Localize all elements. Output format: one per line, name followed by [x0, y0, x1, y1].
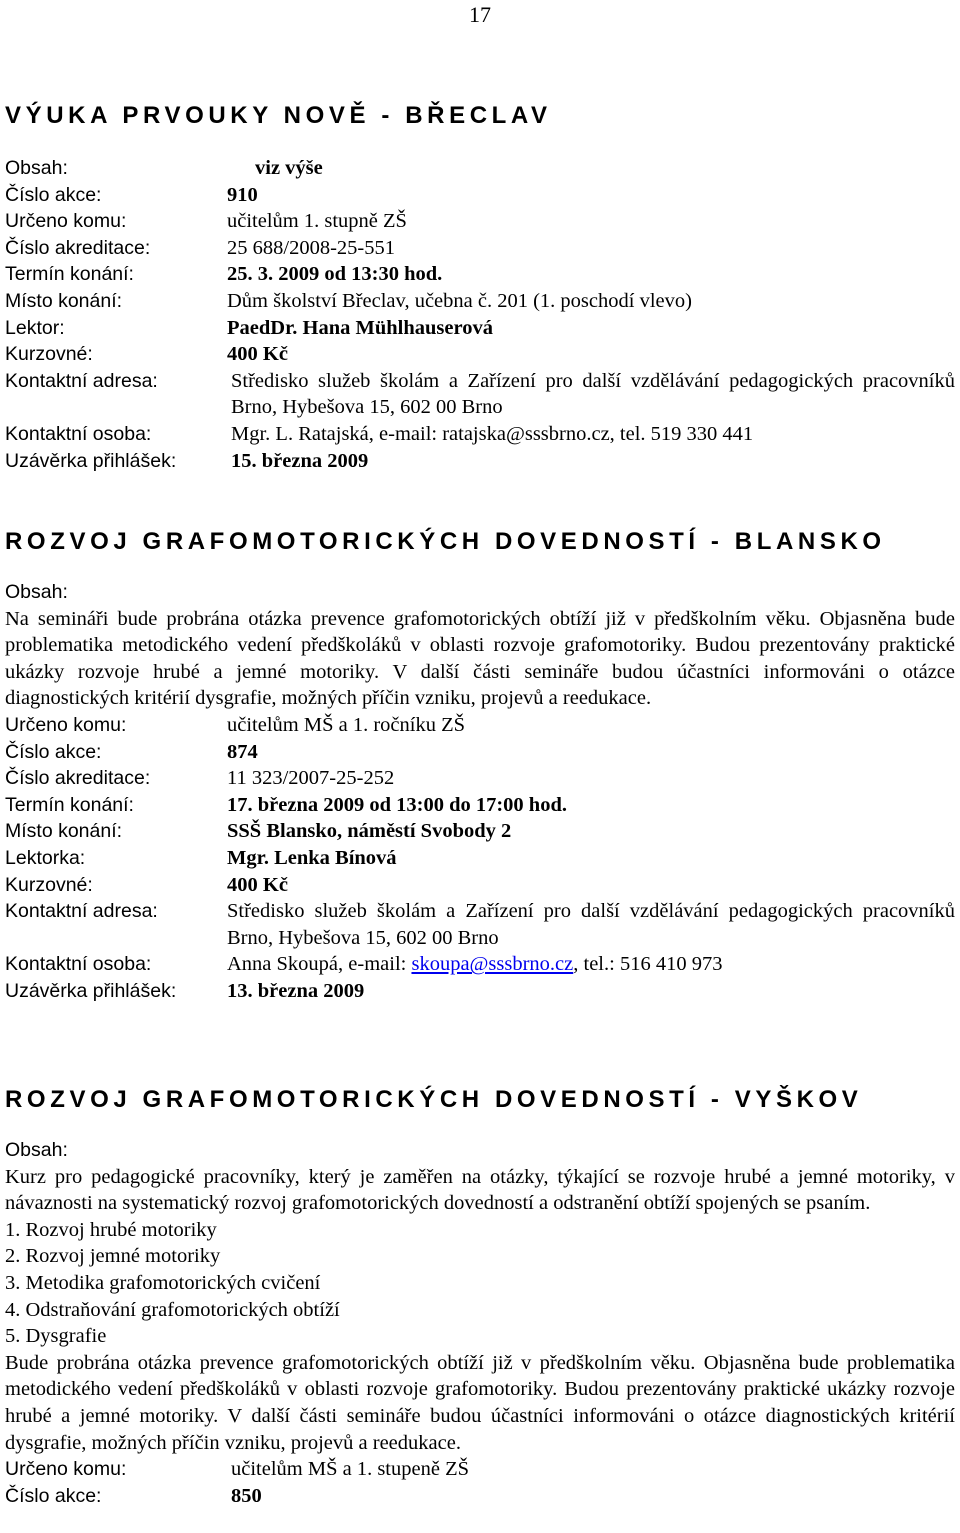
deadline-row [5, 978, 955, 1005]
section-heading: ROZVOJ GRAFOMOTORICKÝCH DOVEDNOSTÍ - VYŠKOV [5, 1086, 863, 1113]
course-section-vyskov [5, 1085, 955, 1509]
detail-value: 17. března 2009 od 13:00 do 17:00 hod. [227, 793, 567, 816]
detail-row [5, 261, 955, 288]
detail-row [5, 739, 955, 766]
detail-value: učitelům MŠ a 1. ročníku ZŠ [227, 713, 466, 736]
detail-row [5, 341, 955, 368]
detail-label: Lektor: [5, 316, 65, 339]
list-item: 1. Rozvoj hrubé motoriky [5, 1218, 217, 1241]
section-heading: VÝUKA PRVOUKY NOVĚ - BŘECLAV [5, 102, 552, 129]
deadline-value: 13. března 2009 [227, 979, 365, 1002]
course-details [5, 712, 955, 898]
detail-label: Místo konání: [5, 289, 123, 312]
deadline-row [5, 448, 955, 475]
detail-label: Termín konání: [5, 793, 134, 816]
content-text: Na semináři bude probrána otázka prevence grafomotorických obtíží již v předškolním věku. Objasněna bude problematika metodického vedení předškoláků v oblasti rozvoje grafomotoriky. Budou prezentovány praktické ukázky rozvoje hrubé a jemné motoriky. V další části semináře budou účastníci informováni o otázce diagnostických kritérií dysgrafie, možných příčin vzniku, projevů a reedukace. [5, 607, 955, 710]
detail-row [5, 315, 955, 342]
contact-address-row [5, 898, 955, 951]
detail-row [5, 712, 955, 739]
list-item: 2. Rozvoj jemné motoriky [5, 1245, 221, 1268]
course-section-blansko [5, 527, 955, 1005]
contact-person-value [227, 951, 955, 978]
deadline-label: Uzávěrka přihlášek: [5, 449, 177, 472]
contact-person-text: Anna Skoupá, e-mail: [227, 953, 412, 976]
detail-label: Lektorka: [5, 846, 86, 869]
detail-value: 11 323/2007-25-252 [227, 767, 395, 790]
content-label: Obsah: [5, 1139, 68, 1161]
detail-label: Obsah: [5, 157, 68, 179]
detail-label: Určeno komu: [5, 1458, 127, 1481]
detail-label: Kurzovné: [5, 343, 93, 366]
detail-value: 874 [227, 740, 258, 763]
course-section-breclav [5, 101, 955, 474]
detail-value: viz výše [255, 157, 323, 179]
detail-label: Místo konání: [5, 820, 123, 843]
detail-label: Určeno komu: [5, 210, 127, 233]
section-heading: ROZVOJ GRAFOMOTORICKÝCH DOVEDNOSTÍ - BLANSKO [5, 528, 886, 555]
detail-value: SSŠ Blansko, náměstí Svobody 2 [227, 820, 512, 843]
detail-value: Dům školství Břeclav, učebna č. 201 (1. poschodí vlevo) [227, 289, 692, 312]
contact-address-row [5, 368, 955, 421]
contact-address-label: Kontaktní adresa: [5, 369, 158, 392]
detail-value: Mgr. Lenka Bínová [227, 846, 397, 869]
detail-label: Termín konání: [5, 263, 134, 286]
course-details [5, 1456, 955, 1509]
detail-label: Číslo akreditace: [5, 767, 151, 790]
detail-label: Číslo akce: [5, 740, 102, 763]
detail-row [5, 818, 955, 845]
detail-value: učitelům MŠ a 1. stupeně ZŠ [231, 1458, 470, 1481]
detail-row [5, 182, 955, 209]
detail-row [5, 1456, 955, 1483]
detail-value: 400 Kč [227, 873, 288, 896]
page-number: 17 [469, 2, 491, 27]
contact-address-value: Středisko služeb školám a Zařízení pro další vzdělávání pedagogických pracovníků Brno, Hybešova 15, 602 00 Brno [227, 900, 955, 949]
detail-row [5, 765, 955, 792]
detail-value: 910 [227, 183, 258, 206]
detail-value: učitelům 1. stupně ZŠ [227, 210, 407, 233]
deadline-label: Uzávěrka přihlášek: [5, 979, 177, 1002]
detail-label: Číslo akce: [5, 1484, 102, 1507]
detail-value: 400 Kč [227, 343, 288, 366]
detail-row [5, 872, 955, 899]
detail-row [5, 235, 955, 262]
content-label: Obsah: [5, 581, 68, 603]
list-item: 5. Dysgrafie [5, 1325, 107, 1348]
email-link[interactable]: skoupa@sssbrno.cz [411, 953, 574, 976]
contact-person-label: Kontaktní osoba: [5, 422, 152, 445]
contact-phone-text: , tel.: 516 410 973 [573, 953, 723, 976]
detail-row [5, 208, 955, 235]
deadline-value: 15. března 2009 [231, 449, 369, 472]
contact-address-label: Kontaktní adresa: [5, 900, 158, 923]
detail-value: 25 688/2008-25-551 [227, 236, 395, 259]
detail-value: 850 [231, 1484, 262, 1507]
intro-text: Kurz pro pedagogické pracovníky, který je zaměřen na otázky, týkající se rozvoje hrubé a jemné motoriky, v návaznosti na systematický rozvoj grafomotorických dovedností a odstranění obtíží spojených se psaním. [5, 1165, 955, 1215]
contact-person-label: Kontaktní osoba: [5, 953, 152, 976]
contact-person-row [5, 421, 955, 448]
detail-row [5, 288, 955, 315]
contact-address-value: Středisko služeb školám a Zařízení pro další vzdělávání pedagogických pracovníků Brno, Hybešova 15, 602 00 Brno [231, 369, 955, 419]
detail-label: Určeno komu: [5, 713, 127, 736]
detail-label: Číslo akreditace: [5, 236, 151, 259]
course-details [5, 155, 955, 368]
body-text: Bude probrána otázka prevence grafomotorických obtíží již v předškolním věku. Objasněna bude problematika metodického vedení předškoláků v oblasti rozvoje grafomotoriky. Budou prezentovány praktické ukázky rozvoje hrubé a jemné motoriky. V další části semináře budou účastníci informováni o otázce diagnostických kritérií dysgrafie, možných příčin vzniku, projevů a reedukace. [5, 1351, 955, 1454]
detail-row [5, 845, 955, 872]
contact-person-row [5, 951, 955, 978]
detail-label: Kurzovné: [5, 873, 93, 896]
topic-list [5, 1217, 955, 1350]
detail-label: Číslo akce: [5, 183, 102, 206]
detail-value: PaedDr. Hana Mühlhauserová [227, 316, 493, 339]
list-item: 3. Metodika grafomotorických cvičení [5, 1271, 321, 1294]
detail-row [5, 792, 955, 819]
detail-value: 25. 3. 2009 od 13:30 hod. [227, 263, 443, 286]
list-item: 4. Odstraňování grafomotorických obtíží [5, 1298, 340, 1321]
contact-person-value: Mgr. L. Ratajská, e-mail: ratajska@sssbrno.cz, tel. 519 330 441 [231, 422, 754, 445]
detail-row [5, 1483, 955, 1510]
detail-row [5, 155, 955, 182]
